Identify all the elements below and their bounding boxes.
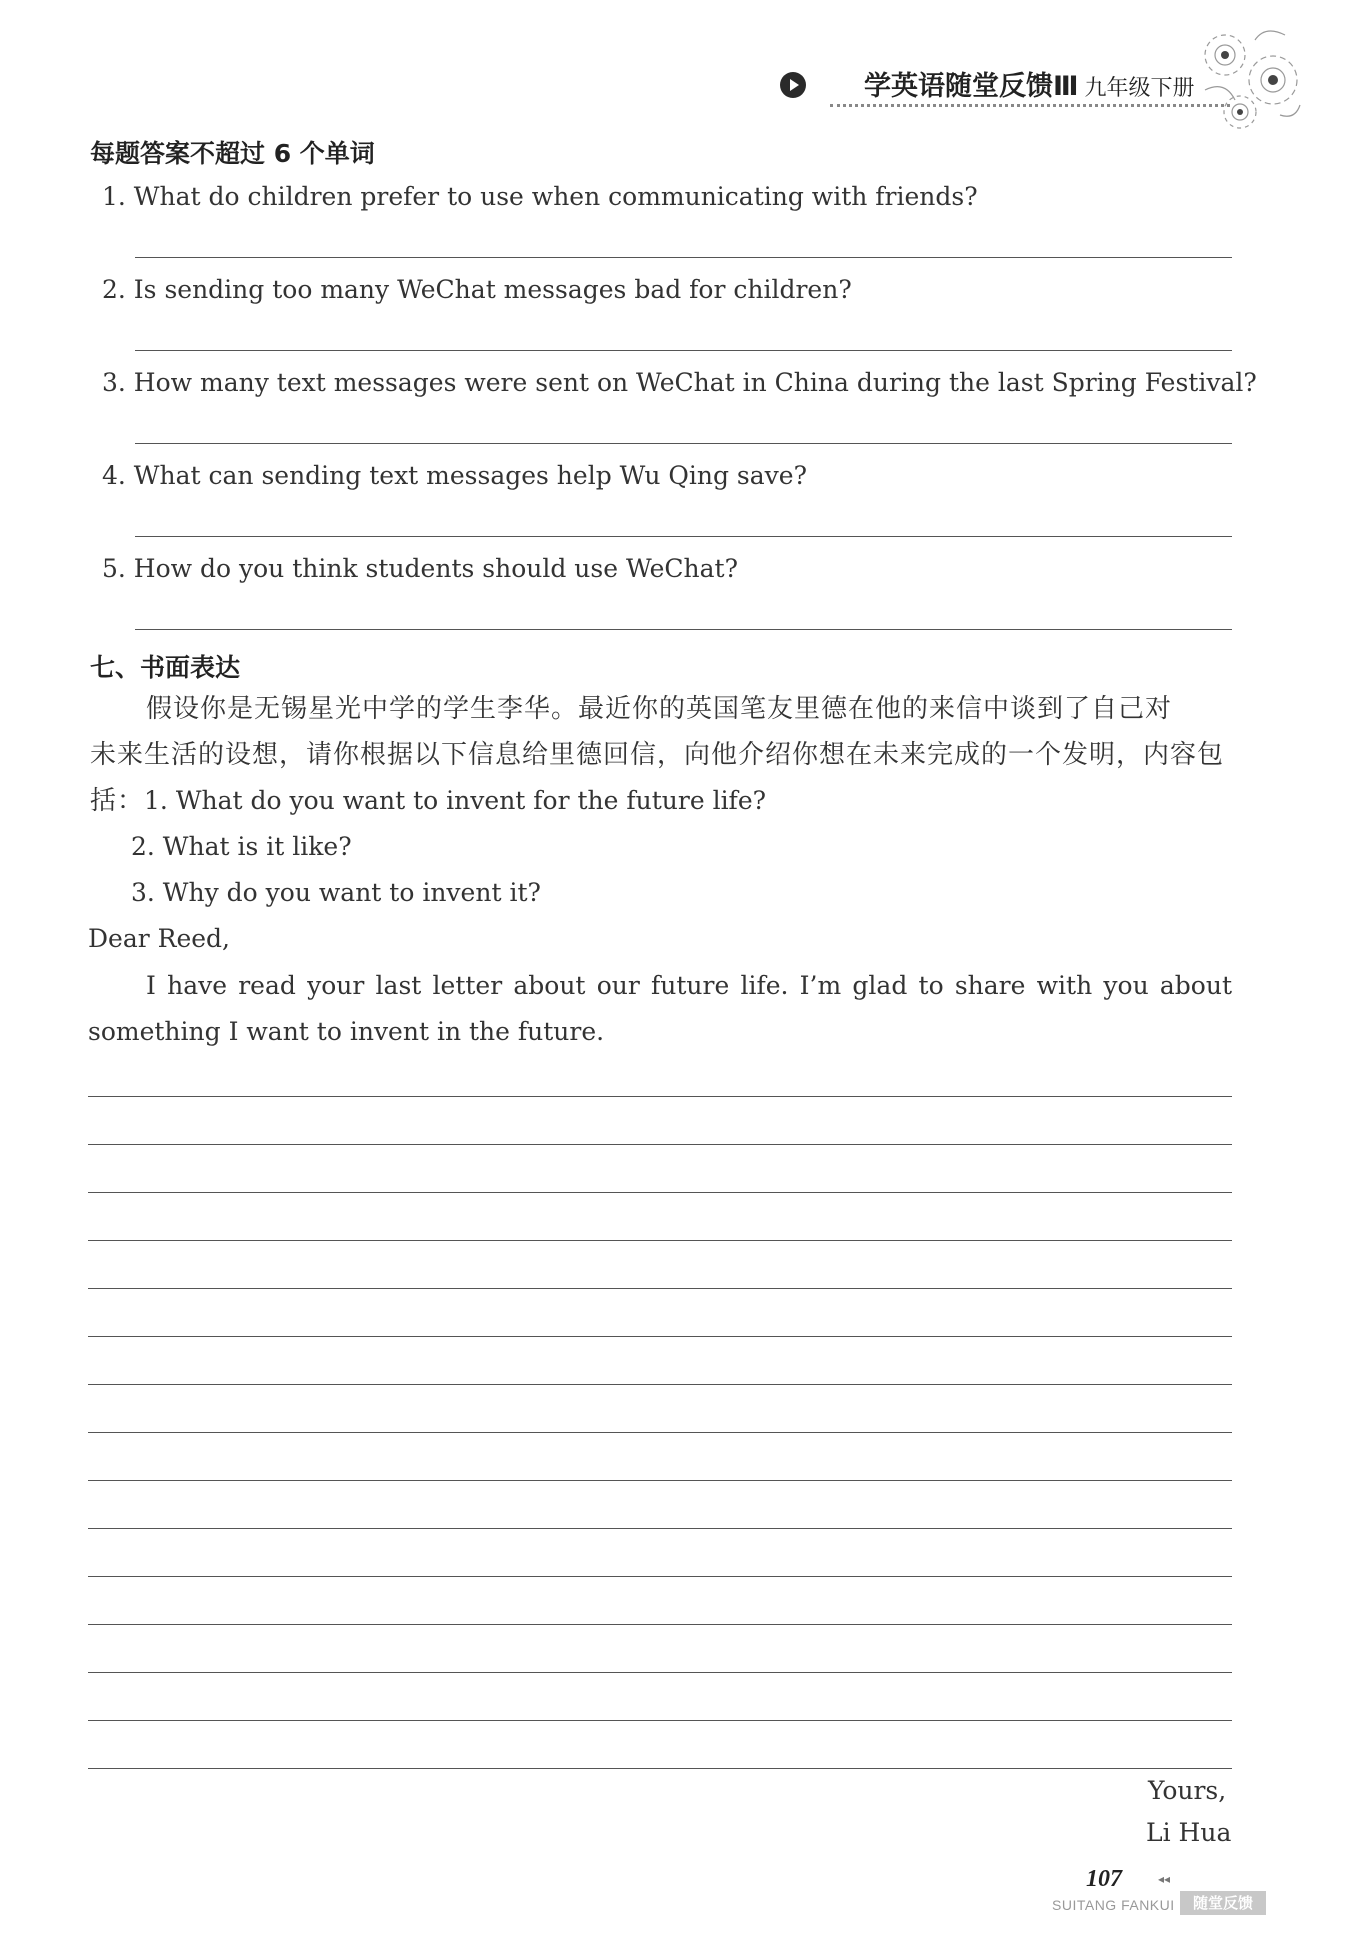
writing-line[interactable]	[88, 1528, 1232, 1529]
writing-line[interactable]	[88, 1672, 1232, 1673]
answer-line-1[interactable]	[135, 257, 1232, 258]
question-1: 1. What do children prefer to use when communicating with friends?	[102, 182, 978, 211]
letter-greeting: Dear Reed,	[88, 924, 231, 953]
point-2: 2. What is it like?	[131, 832, 352, 861]
question-2: 2. Is sending too many WeChat messages bad for children?	[102, 275, 852, 304]
answer-line-5[interactable]	[135, 629, 1232, 630]
writing-line[interactable]	[88, 1480, 1232, 1481]
question-3: 3. How many text messages were sent on WeChat in China during the last Spring Festival?	[102, 368, 1257, 397]
letter-body-line-1: I have read your last letter about our future life. I’m glad to share with you about	[146, 971, 1232, 1000]
question-4: 4. What can sending text messages help Wu Qing save?	[102, 461, 807, 490]
letter-signature: Li Hua	[1146, 1818, 1232, 1847]
letter-closing: Yours,	[1148, 1776, 1227, 1805]
writing-line[interactable]	[88, 1096, 1232, 1097]
prompt-line-2: 未来生活的设想，请你根据以下信息给里德回信，向他介绍你想在未来完成的一个发明，内容包	[90, 740, 1225, 770]
book-subtitle: 九年级下册	[1084, 76, 1195, 101]
book-title: 学英语随堂反馈Ⅲ 九年级下册	[864, 71, 1195, 102]
play-icon	[780, 72, 806, 98]
writing-line[interactable]	[88, 1768, 1232, 1769]
answer-line-3[interactable]	[135, 443, 1232, 444]
header-dotted-rule	[830, 104, 1230, 107]
prompt-line-1: 假设你是无锡星光中学的学生李华。最近你的英国笔友里德在他的来信中谈到了自己对	[146, 694, 1173, 724]
prompt-prefix: 括：	[90, 786, 145, 816]
writing-line[interactable]	[88, 1432, 1232, 1433]
answer-line-4[interactable]	[135, 536, 1232, 537]
writing-line[interactable]	[88, 1192, 1232, 1193]
double-arrow-left-icon: ◂◂	[1158, 1872, 1171, 1886]
writing-line[interactable]	[88, 1144, 1232, 1145]
point-3: 3. Why do you want to invent it?	[131, 878, 541, 907]
writing-line[interactable]	[88, 1720, 1232, 1721]
flower-decoration-icon	[1195, 20, 1305, 140]
page-number: 107	[1086, 1866, 1122, 1892]
writing-line[interactable]	[88, 1240, 1232, 1241]
question-5: 5. How do you think students should use WeChat?	[102, 554, 738, 583]
answer-line-2[interactable]	[135, 350, 1232, 351]
writing-line[interactable]	[88, 1624, 1232, 1625]
point-1: 1. What do you want to invent for the future life?	[144, 786, 767, 815]
section-heading-writing: 七、书面表达	[90, 653, 241, 682]
footer-brand-en: SUITANG FANKUI	[1052, 1897, 1175, 1913]
letter-body-line-2: something I want to invent in the future.	[88, 1017, 605, 1046]
prompt-line-3	[90, 778, 766, 824]
writing-line[interactable]	[88, 1288, 1232, 1289]
footer-brand-badge: 随堂反馈	[1180, 1891, 1266, 1915]
writing-line[interactable]	[88, 1336, 1232, 1337]
instruction-text: 每题答案不超过 6 个单词	[90, 139, 375, 168]
writing-line[interactable]	[88, 1384, 1232, 1385]
writing-line[interactable]	[88, 1576, 1232, 1577]
